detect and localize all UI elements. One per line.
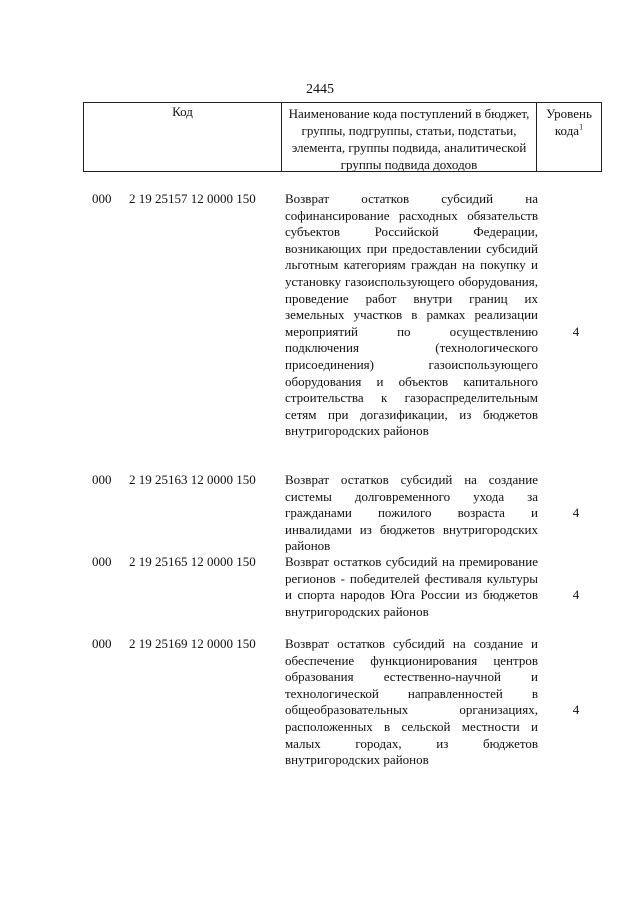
header-code: Код [84,103,282,171]
row-level: 4 [572,702,580,717]
header-level-footnote: 1 [579,122,584,132]
row-revenue-code: 2 19 25169 12 0000 150 [129,636,256,651]
row-admin-code: 000 [92,472,112,487]
header-level [537,103,601,171]
row-name: Возврат остатков субсидий на создание и обеспечение функционирования центров образования естественно-научной и технологической направленностей в общеобразовательных организациях, расположенных в сельской местности и малых городах, из бюджетов внутригородских районов [285,636,538,768]
page-number: 2445 [306,82,334,97]
header-name: Наименование кода поступлений в бюджет, группы, подгруппы, статьи, подстатьи, элемента, группы подвида, аналитической группы подвида доходов [282,103,537,171]
table-row [0,472,640,554]
row-name: Возврат остатков субсидий на софинансирование расходных обязательств субъектов Российской Федерации, возникающих при предоставлении субсидий льготным категориям граждан на покупку и установку газоиспользующего оборудования, проведение работ внутри границ их земельных участков в рамках реализации мероприятий по осуществлению подключения (технологического присоединения) газоиспользующего оборудования и объектов капитального строительства к газораспределительным сетям при догазификации, из бюджетов внутригородских районов [285,191,538,439]
table-header [83,102,602,172]
table-row [0,636,640,806]
table-body [0,191,640,806]
table-row [0,191,640,472]
row-admin-code: 000 [92,191,112,206]
row-name: Возврат остатков субсидий на премирование регионов - победителей фестиваля культуры и спорта народов Юга России из бюджетов внутригородских районов [285,554,538,619]
row-admin-code: 000 [92,554,112,569]
table-row [0,554,640,636]
row-level: 4 [572,587,580,602]
row-level: 4 [572,505,580,520]
row-name: Возврат остатков субсидий на создание системы долговременного ухода за гражданами пожилого возраста и инвалидами из бюджетов внутригородских районов [285,472,538,554]
row-revenue-code: 2 19 25163 12 0000 150 [129,472,256,487]
row-revenue-code: 2 19 25157 12 0000 150 [129,191,256,206]
header-level-label: Уровень кода [546,106,592,138]
row-admin-code: 000 [92,636,112,651]
row-revenue-code: 2 19 25165 12 0000 150 [129,554,256,569]
row-level: 4 [572,324,580,339]
